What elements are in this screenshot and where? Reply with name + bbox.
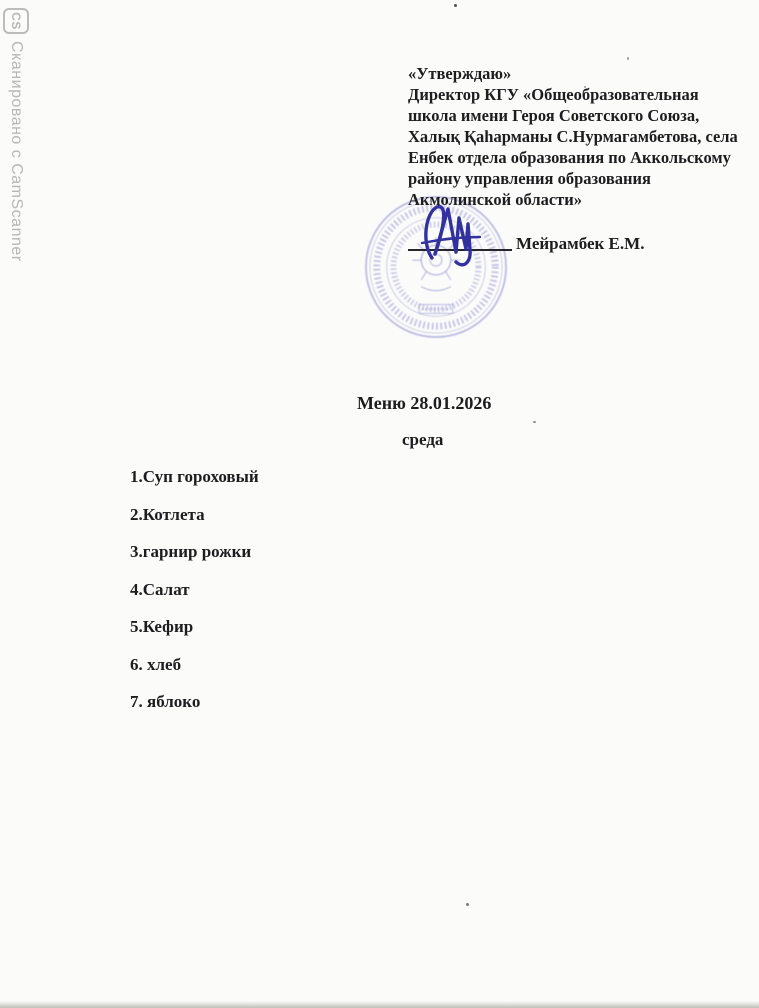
approval-line: району управления образования: [408, 169, 651, 188]
scan-speck: [466, 903, 469, 906]
menu-item: 3.гарнир рожки: [130, 542, 252, 561]
camscanner-watermark: [3, 8, 29, 262]
menu-item: 5.Кефир: [130, 617, 194, 636]
camscanner-logo-icon: CS: [3, 8, 29, 34]
menu-item: 6. хлеб: [130, 654, 182, 674]
menu-item: 4.Салат: [130, 579, 190, 599]
signer-name: Мейрамбек Е.М.: [516, 234, 645, 253]
menu-item-list: [130, 458, 259, 721]
approval-line: Акмолинской области»: [408, 190, 583, 209]
approval-line: школа имени Героя Советского Союза,: [408, 106, 700, 125]
menu-item: 2.Котлета: [130, 504, 205, 524]
scan-speck: [454, 4, 457, 7]
handwritten-signature: [408, 196, 528, 280]
approval-line: Директор КГУ «Общеобразовательная: [408, 85, 699, 104]
camscanner-watermark-text: Сканировано с CamScanner: [8, 41, 25, 262]
menu-title: Меню 28.01.2026: [357, 393, 492, 413]
scan-edge-shadow: [0, 1001, 759, 1008]
approval-line: Енбек отдела образования по Аккольскому: [408, 148, 731, 167]
approval-header: [408, 63, 738, 210]
approval-line: Халық Қаһарманы С.Нурмагамбетова, села: [408, 127, 738, 146]
menu-day: среда: [402, 430, 444, 449]
scan-speck: [627, 57, 629, 60]
approval-line: «Утверждаю»: [408, 64, 512, 83]
menu-item: 7. яблоко: [130, 692, 201, 711]
menu-item: 1.Суп гороховый: [130, 467, 259, 486]
scan-speck: [533, 421, 536, 423]
